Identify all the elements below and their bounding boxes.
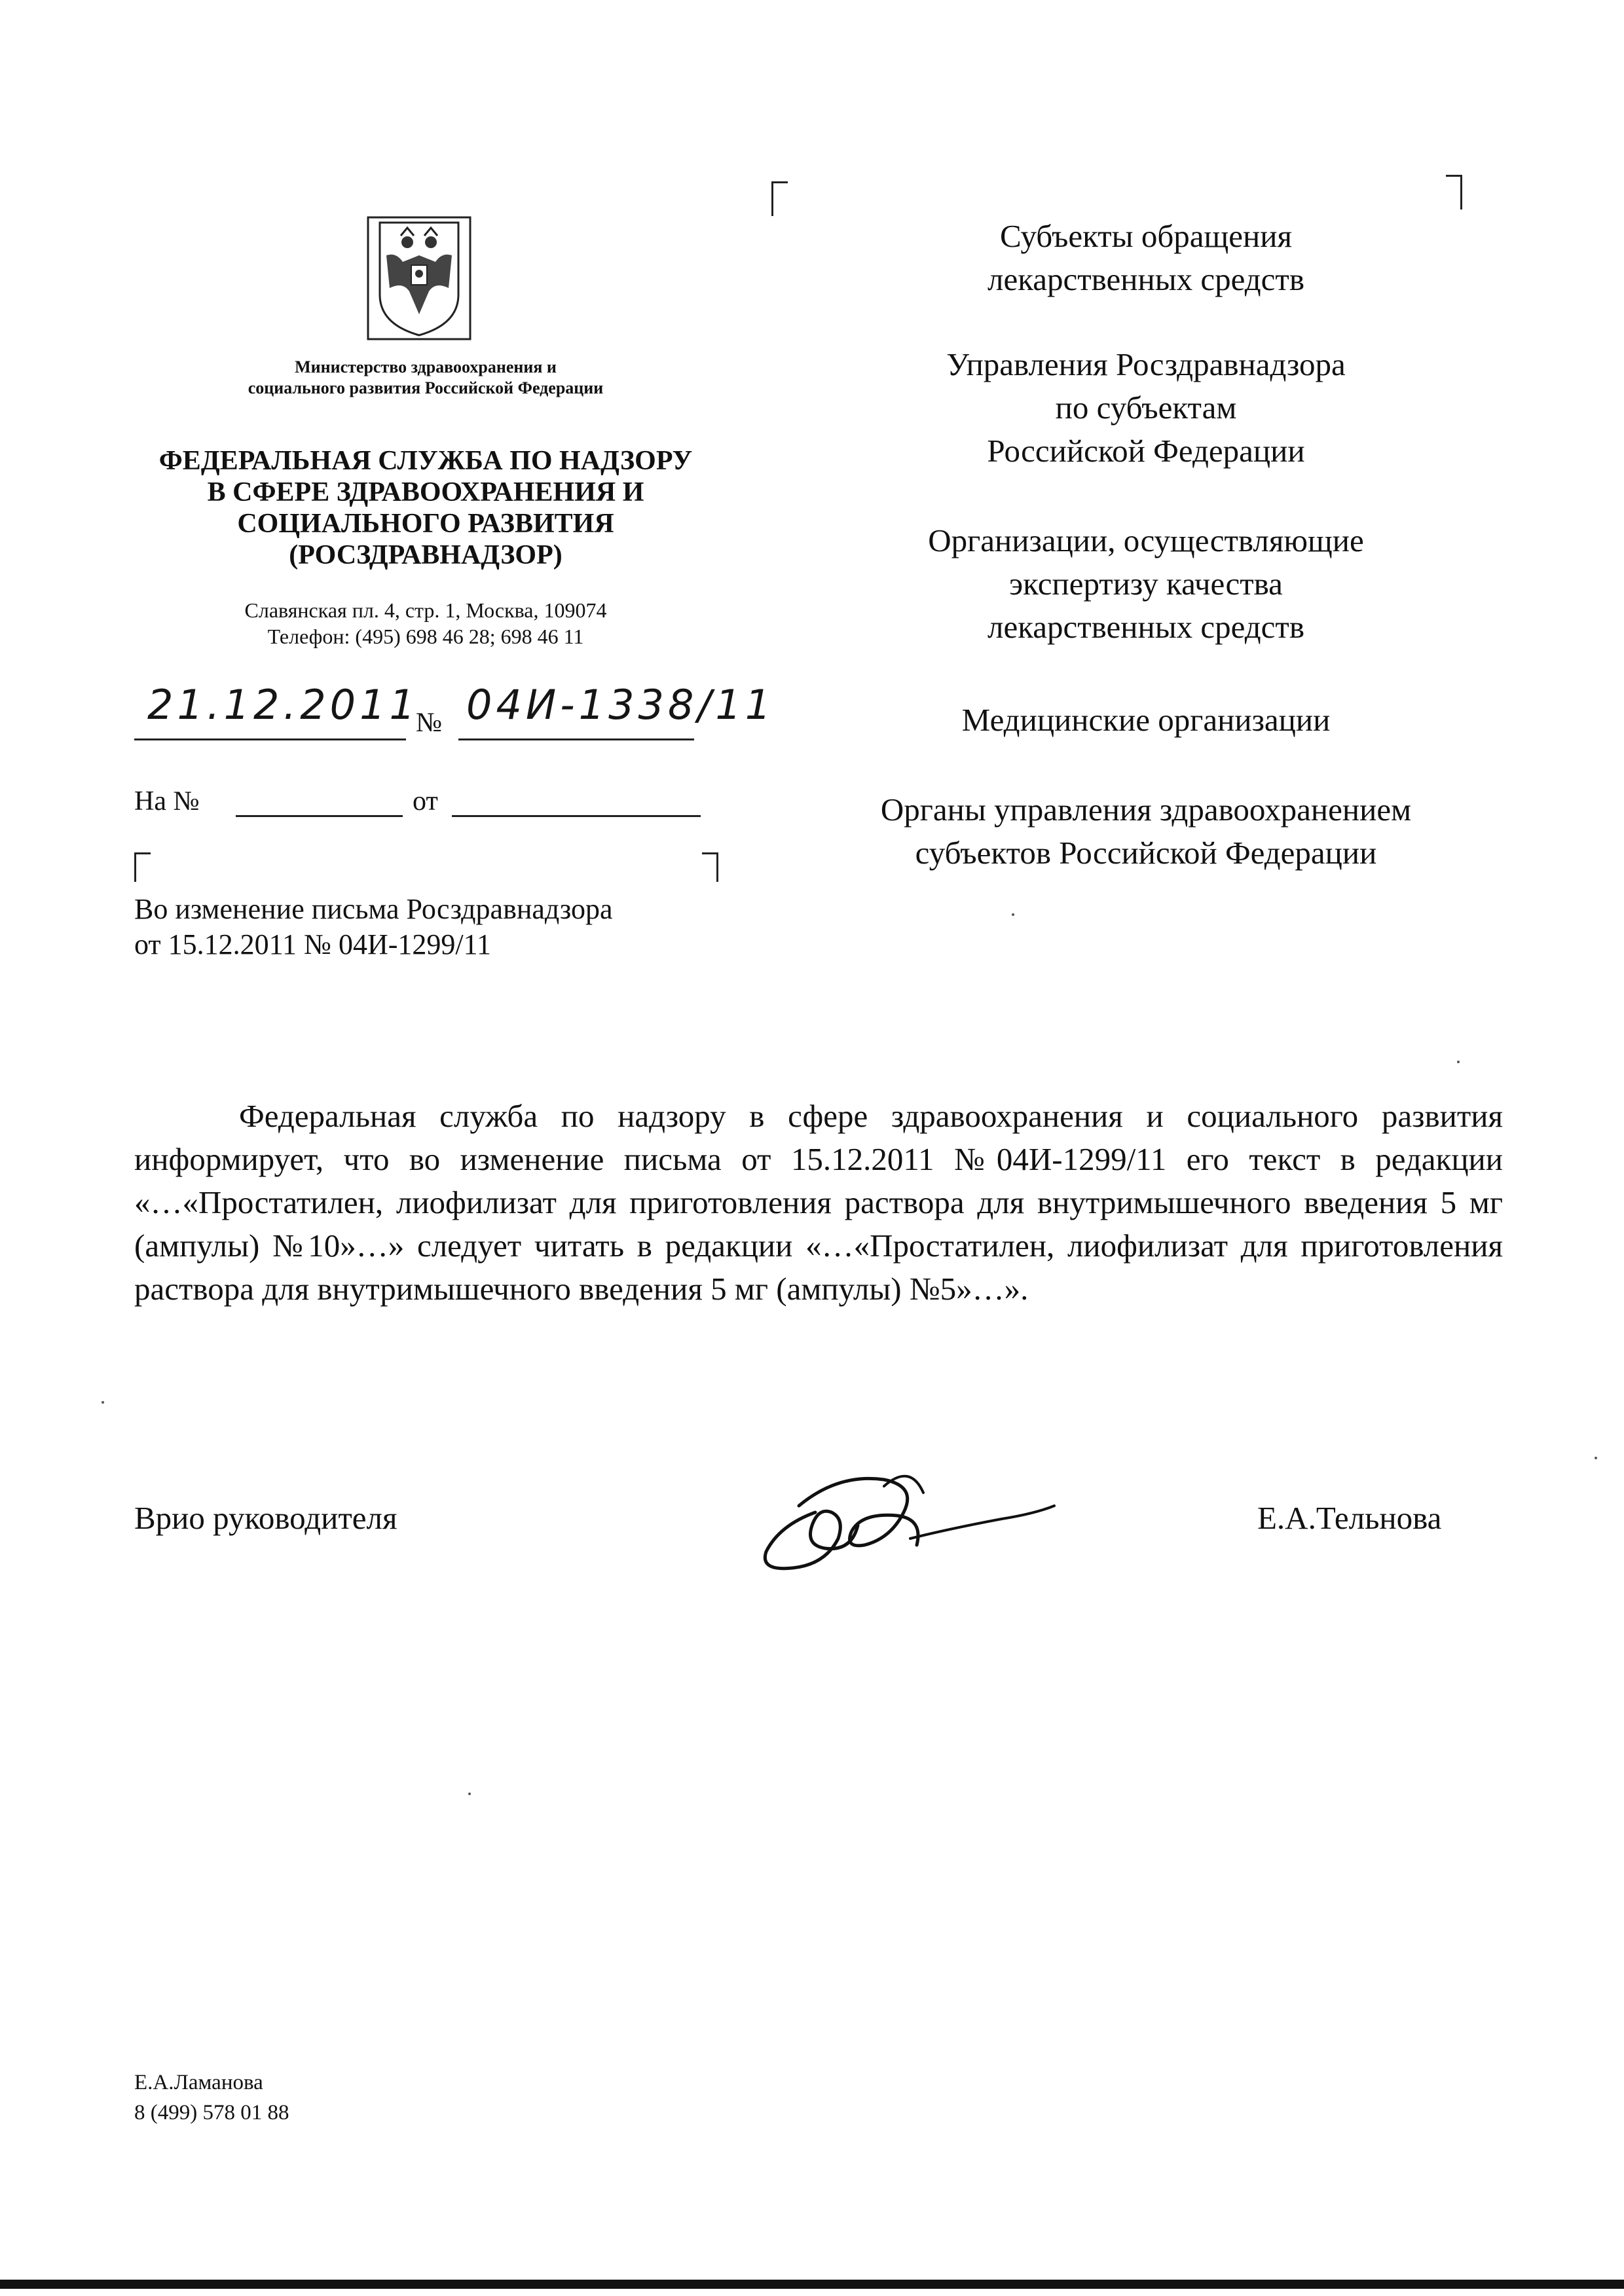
ministry-name-line-2: социального развития Российской Федерации xyxy=(248,378,604,397)
agency-address: Славянская пл. 4, стр. 1, Москва, 109074 xyxy=(244,598,607,622)
addressee-3-line-3: лекарственных средств xyxy=(987,609,1304,645)
addressee-1-line-1: Субъекты обращения xyxy=(999,218,1292,254)
executor-phone: 8 (499) 578 01 88 xyxy=(134,2101,289,2124)
coat-of-arms-icon xyxy=(367,216,471,340)
scan-bottom-edge xyxy=(0,2280,1624,2289)
signatory-name: Е.А.Тельнова xyxy=(1257,1500,1442,1536)
scan-speck xyxy=(101,1401,104,1404)
registration-number-label: № xyxy=(416,708,443,738)
reply-from-date-blank xyxy=(452,815,701,817)
registration-date: 21.12.2011 xyxy=(147,681,419,729)
reply-to-number-blank xyxy=(236,815,403,817)
addressee-5-line-1: Органы управления здравоохранением xyxy=(880,792,1412,828)
reply-from-label: от xyxy=(413,786,438,816)
subject-line-1: Во изменение письма Росздравнадзора xyxy=(134,893,613,925)
handwritten-signature xyxy=(753,1467,1067,1578)
reply-to-label: На № xyxy=(134,786,200,816)
scan-speck xyxy=(1457,1061,1460,1063)
subject-line-2: от 15.12.2011 № 04И-1299/11 xyxy=(134,928,492,960)
addressee-2-line-1: Управления Росздравнадзора xyxy=(946,346,1346,382)
executor-name: Е.А.Ламанова xyxy=(134,2071,263,2094)
addressee-3-line-1: Организации, осуществляющие xyxy=(928,522,1364,558)
scan-speck xyxy=(1595,1457,1597,1459)
addressee-corner-right xyxy=(1446,175,1462,210)
agency-name-line-3: СОЦИАЛЬНОГО РАЗВИТИЯ xyxy=(237,509,614,539)
registration-number: 04И-1338/11 xyxy=(466,681,775,729)
scan-speck xyxy=(1012,913,1014,916)
addressee-2-line-3: Российской Федерации xyxy=(987,433,1305,469)
agency-phone: Телефон: (495) 698 46 28; 698 46 11 xyxy=(267,625,584,648)
date-underline xyxy=(134,738,406,740)
agency-name-line-1: ФЕДЕРАЛЬНАЯ СЛУЖБА ПО НАДЗОРУ xyxy=(158,446,693,476)
subject-corner-left xyxy=(134,852,151,882)
agency-name-line-2: В СФЕРЕ ЗДРАВООХРАНЕНИЯ И xyxy=(207,477,644,507)
addressee-5-line-2: субъектов Российской Федерации xyxy=(915,835,1377,871)
addressee-corner-left xyxy=(771,181,788,216)
ministry-name-line-1: Министерство здравоохранения и xyxy=(295,357,557,376)
scan-speck xyxy=(468,1793,471,1795)
addressee-3-line-2: экспертизу качества xyxy=(1009,566,1283,602)
addressee-2-line-2: по субъектам xyxy=(1055,390,1237,426)
subject-corner-right xyxy=(702,852,718,882)
number-underline xyxy=(458,738,694,740)
signatory-position: Врио руководителя xyxy=(134,1500,397,1536)
letter-body-paragraph: Федеральная служба по надзору в сфере здравоохранения и социального развития информирует, что во изменение письма от 15.12.2011 №04И-1299/11 его текст в редакции «…«Простатилен, лиофилизат для приготовления раствора для внутримышечного введения 5 мг (ампулы) №10»…» следует читать в редакции «…«Простатилен, лиофилизат для приготовления раствора для внутримышечного введения 5 мг (ампулы) №5»…». xyxy=(134,1098,1503,1307)
addressee-1-line-2: лекарственных средств xyxy=(987,261,1304,297)
addressee-4-line-1: Медицинские организации xyxy=(961,702,1331,738)
agency-name-line-4: (РОСЗДРАВНАДЗОР) xyxy=(289,540,563,570)
